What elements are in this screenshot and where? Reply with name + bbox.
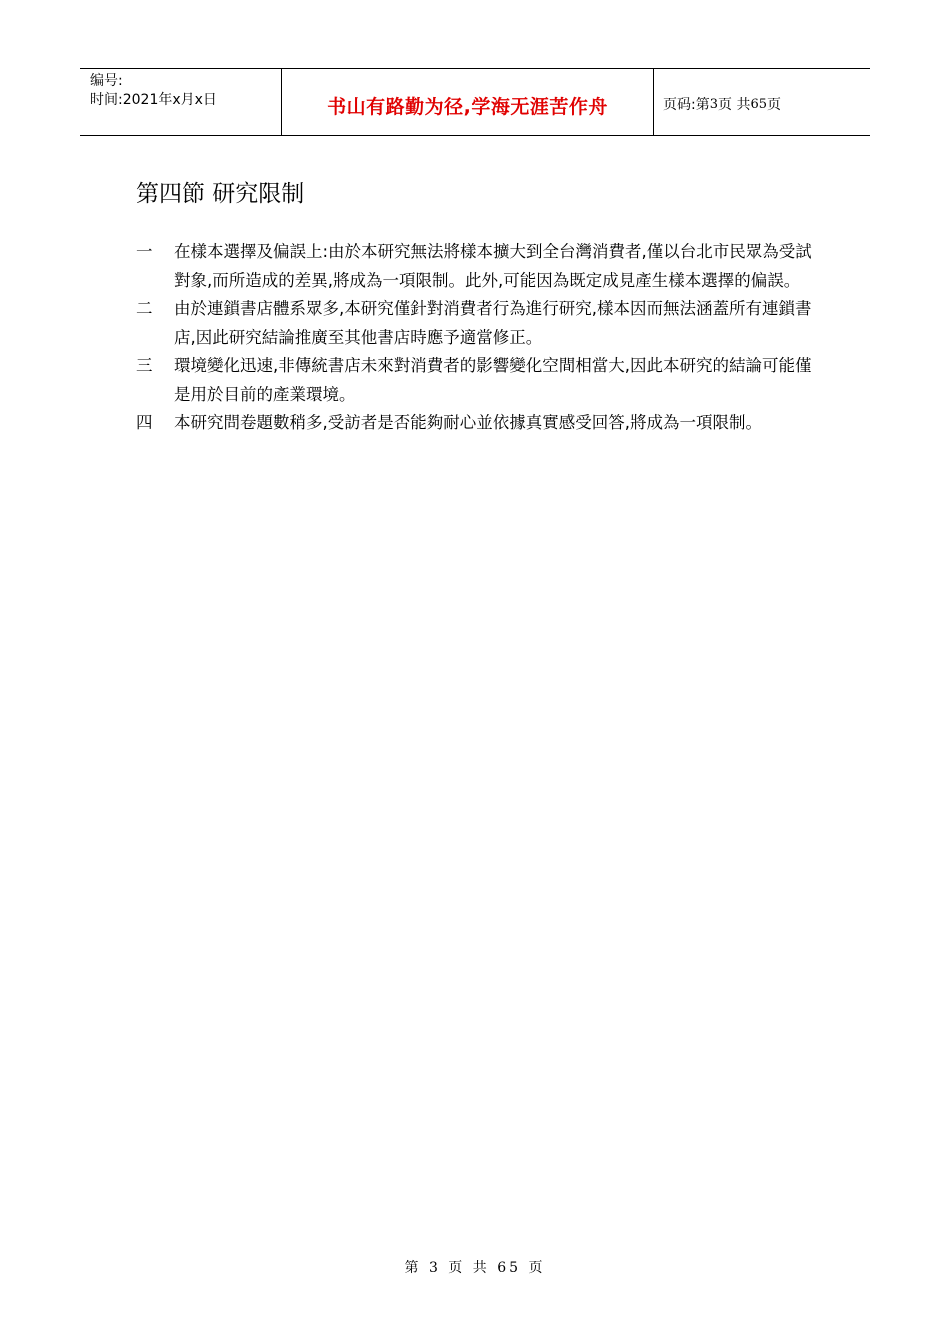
page-current-number: 3 xyxy=(709,96,718,112)
document-number-label: 编号: xyxy=(90,73,123,89)
page-total-number: 65 xyxy=(750,96,767,112)
page-prefix: 页码:第 xyxy=(663,97,710,113)
list-item-number: 三 xyxy=(136,356,153,375)
page-header xyxy=(80,68,870,136)
list-item xyxy=(136,295,826,352)
document-time-label: 时间:2021年x月x日 xyxy=(90,92,217,108)
header-page-info xyxy=(654,69,870,135)
list-item xyxy=(136,238,826,295)
list-item-text: 本研究問卷題數稍多,受訪者是否能夠耐心並依據真實感受回答,將成為一項限制。 xyxy=(174,413,762,432)
list-item xyxy=(136,409,826,438)
page-suffix: 页 xyxy=(767,97,781,113)
list-item-text: 在樣本選擇及偏誤上:由於本研究無法將樣本擴大到全台灣消費者,僅以台北市民眾為受試對象,而所造成的差異,將成為一項限制。此外,可能因為既定成見產生樣本選擇的偏誤。 xyxy=(174,242,812,290)
limitations-list xyxy=(136,238,826,438)
list-item-text: 環境變化迅速,非傳統書店未來對消費者的影響變化空間相當大,因此本研究的結論可能僅是用於目前的產業環境。 xyxy=(174,356,812,404)
header-meta xyxy=(80,69,281,135)
page-footer: 第 3 页 共 65 页 xyxy=(404,1260,546,1276)
section-title: 第四節 研究限制 xyxy=(136,181,305,207)
list-item-text: 由於連鎖書店體系眾多,本研究僅針對消費者行為進行研究,樣本因而無法涵蓋所有連鎖書店,因此研究結論推廣至其他書店時應予適當修正。 xyxy=(174,299,812,347)
list-item-number: 二 xyxy=(136,299,153,318)
page-mid: 页 共 xyxy=(718,97,751,113)
list-item-number: 四 xyxy=(136,413,153,432)
header-motto-cell xyxy=(281,69,654,135)
list-item-number: 一 xyxy=(136,242,153,261)
header-motto: 书山有路勤为径,学海无涯苦作舟 xyxy=(327,95,608,118)
list-item xyxy=(136,352,826,409)
